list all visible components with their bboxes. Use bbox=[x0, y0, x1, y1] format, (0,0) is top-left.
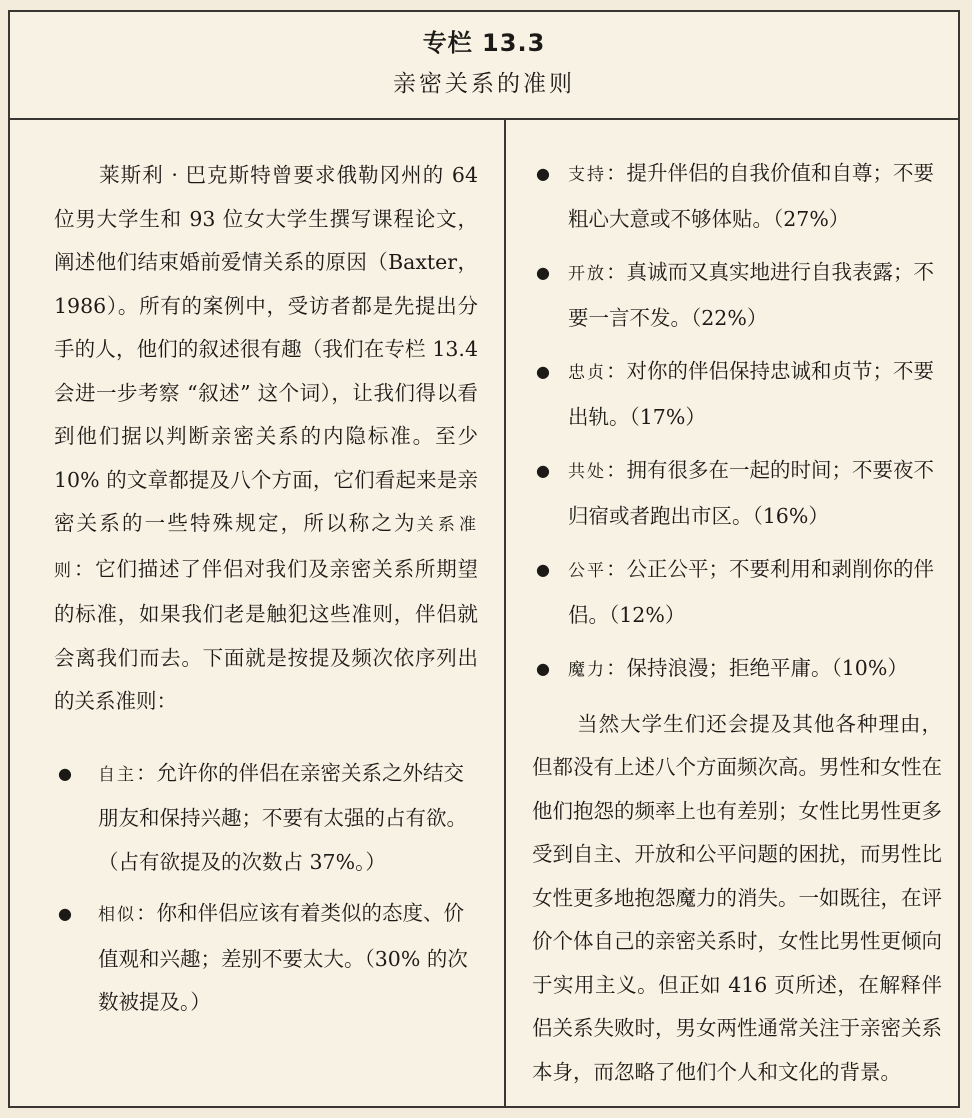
box-header bbox=[10, 12, 958, 120]
rule-text: ：你和伴侣应该有着类似的态度、价值观和兴趣；差别不要太大。（30% 的次数被提及。） bbox=[98, 901, 468, 1014]
closing-paragraph: 当然大学生们还会提及其他各种理由，但都没有上述八个方面频次高。男性和女性在他们抱怨的频率上也有差别；女性比男性更多受到自主、开放和公平问题的困扰，而男性比女性更多地抱怨魔力的消失。一如既往，在评价个体自己的亲密关系时，女性比男性更倾向于实用主义。但正如 416 页所述，在解释伴侣关系失败时，男女两性通常关注于亲密关系本身，而忽略了他们个人和文化的背景。 bbox=[532, 711, 942, 1084]
column-divider bbox=[504, 120, 506, 1106]
intro-paragraph: 莱斯利 · 巴克斯特曾要求俄勒冈州的 64 位男大学生和 93 位女大学生撰写课程论文，阐述他们结束婚前爱情关系的原因（Baxter，1986）。所有的案例中，受访者都是先提出分手的人，他们的叙述很有趣（我们在专栏 13.4 会进一步考察 “叙述” 这个词），让我们得以看到他们据以判断亲密关系的内隐标准。至少 10% 的文章都提及八个方面，它们看起来是亲密关系的一些特殊规定，所以称之为关系准则：它们描述了伴侣对我们及亲密关系所期望的标准，如果我们老是触犯这些准则，伴侣就会离我们而去。下面就是按提及频次依序列出的关系准则： bbox=[54, 163, 479, 713]
box-title: 专栏 13.3 bbox=[422, 29, 546, 57]
list-item bbox=[532, 647, 942, 693]
rule-text: ：对你的伴侣保持忠诚和贞节；不要出轨。（17%） bbox=[568, 359, 934, 429]
rule-list-right bbox=[532, 152, 942, 693]
rule-term: 支持 bbox=[568, 165, 606, 185]
bullet-icon: ● bbox=[536, 659, 550, 678]
rule-term: 共处 bbox=[568, 462, 606, 482]
left-column bbox=[54, 154, 478, 1033]
bullet-icon: ● bbox=[58, 904, 72, 923]
list-item bbox=[532, 350, 942, 439]
rule-term: 开放 bbox=[568, 264, 606, 284]
rule-term: 自主 bbox=[98, 764, 136, 785]
list-item bbox=[532, 251, 942, 340]
bullet-icon: ● bbox=[536, 461, 550, 480]
rule-text: ：允许你的伴侣在亲密关系之外结交朋友和保持兴趣；不要有太强的占有欲。（占有欲提及的次数占 37%。） bbox=[98, 760, 467, 874]
bullet-icon: ● bbox=[536, 560, 550, 579]
rule-term: 忠贞 bbox=[568, 363, 606, 383]
rule-text: ：保持浪漫；拒绝平庸。（10%） bbox=[606, 656, 908, 680]
list-item bbox=[54, 752, 478, 885]
list-item bbox=[532, 152, 942, 241]
bullet-icon: ● bbox=[58, 763, 72, 783]
sidebar-box bbox=[8, 10, 960, 1108]
rule-text: ：真诚而又真实地进行自我表露；不要一言不发。（22%） bbox=[568, 260, 934, 330]
bullet-icon: ● bbox=[536, 164, 550, 183]
rule-text: ：提升伴侣的自我价值和自尊；不要粗心大意或不够体贴。（27%） bbox=[568, 161, 934, 231]
right-column bbox=[532, 152, 942, 1094]
list-item bbox=[532, 449, 942, 538]
box-body bbox=[10, 120, 958, 1106]
rule-text: ：公正公平；不要利用和剥削你的伴侣。（12%） bbox=[568, 557, 934, 627]
intro-term: 关系准则 bbox=[54, 515, 479, 581]
rule-term: 魔力 bbox=[568, 660, 606, 680]
bullet-icon: ● bbox=[536, 362, 550, 381]
bullet-icon: ● bbox=[536, 263, 550, 282]
box-subtitle: 亲密关系的准则 bbox=[393, 71, 575, 97]
list-item bbox=[54, 892, 478, 1025]
rule-list-left bbox=[54, 752, 478, 1025]
rule-term: 相似 bbox=[98, 905, 136, 925]
rule-term: 公平 bbox=[568, 561, 606, 581]
list-item bbox=[532, 548, 942, 637]
rule-text: ：拥有很多在一起的时间；不要夜不归宿或者跑出市区。（16%） bbox=[568, 458, 934, 528]
